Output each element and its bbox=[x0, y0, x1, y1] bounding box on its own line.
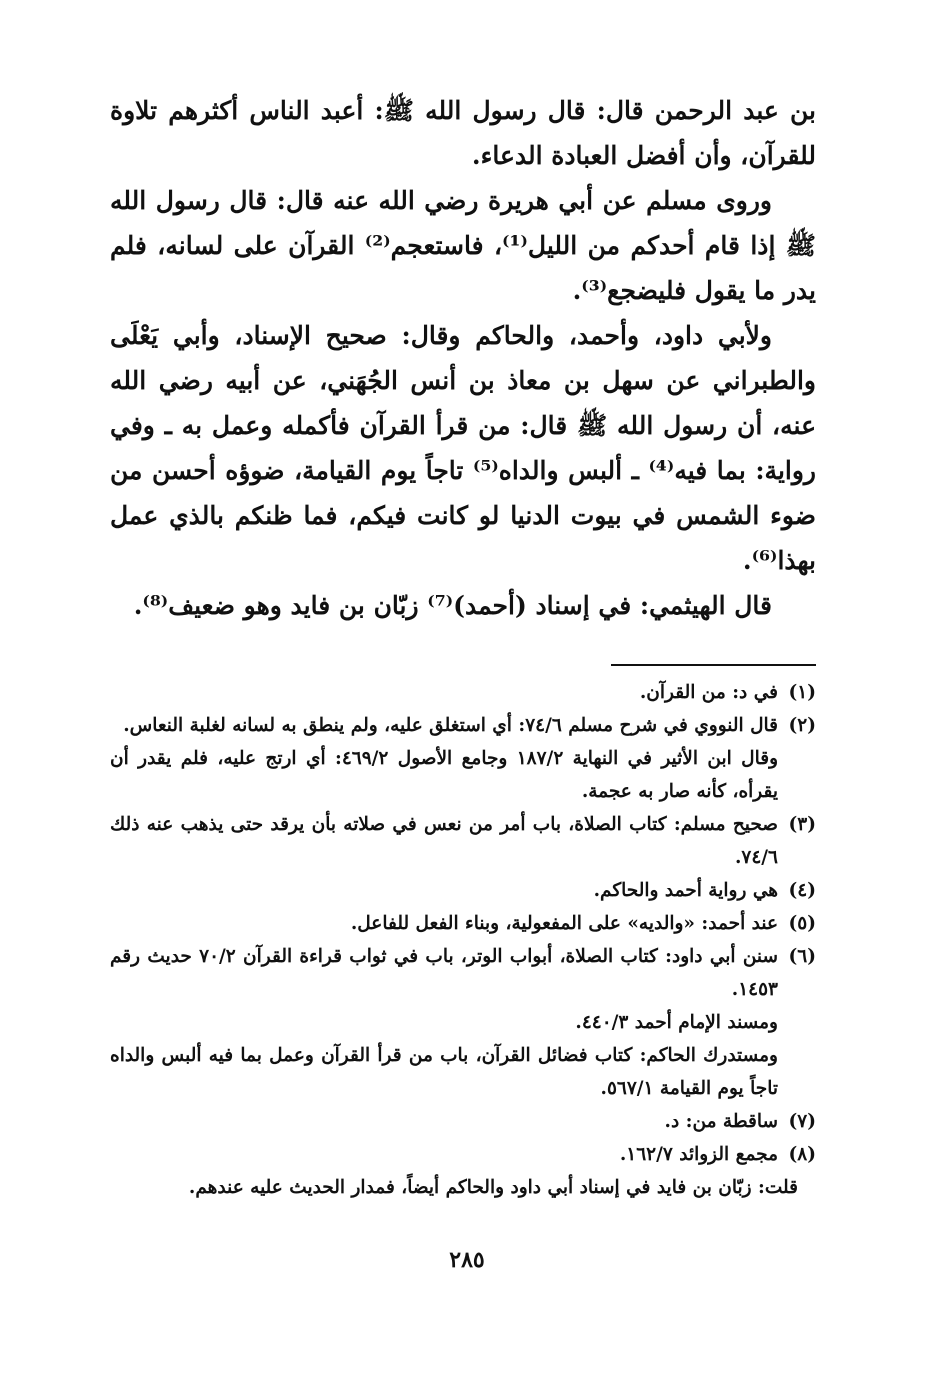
footnote-text: ساقطة من: د. bbox=[664, 1111, 778, 1132]
footnote-number: (٣) bbox=[788, 814, 816, 835]
paragraph-2: وروى مسلم عن أبي هريرة رضي الله عنه قال: قال رسول الله ﷺ إذا قام أحدكم من الليل⁽¹⁾، فاستعجم⁽²⁾ القرآن على لسانه، فلم يدر ما يقول فليضجع⁽³⁾. bbox=[110, 186, 816, 305]
footnote-3 bbox=[110, 808, 816, 874]
footnote-text: مجمع الزوائد ١٦٢/٧. bbox=[619, 1144, 778, 1165]
footnote-4 bbox=[110, 874, 816, 907]
footnote-2-continuation: وقال ابن الأثير في النهاية ١٨٧/٢ وجامع الأصول ٤٦٩/٢: أي ارتج عليه، فلم يقدر أن يقرأه، كأنه صار به عجمة. bbox=[110, 748, 779, 802]
footnote-number: (٥) bbox=[788, 913, 816, 934]
footnote-text: عند أحمد: «والديه» على المفعولية، وبناء الفعل للفاعل. bbox=[350, 913, 778, 934]
footnote-6-continuation-1: ومسند الإمام أحمد ٤٤٠/٣. bbox=[575, 1012, 778, 1033]
footnote-2 bbox=[110, 709, 816, 742]
footnote-6-continuation-2: ومستدرك الحاكم: كتاب فضائل القرآن، باب من قرأ القرآن وعمل بما فيه ألبس والداه تاجاً يوم القيامة ٥٦٧/١. bbox=[110, 1045, 778, 1099]
paragraph-3: ولأبي داود، وأحمد، والحاكم وقال: صحيح الإسناد، وأبي يَعْلَى والطبراني عن سهل بن معاذ بن أنس الجُهَني، عن أبيه رضي الله عنه، أن رسول الله ﷺ قال: من قرأ القرآن فأكمله وعمل به ـ وفي رواية: بما فيه⁽⁴⁾ ـ ألبس والداه⁽⁵⁾ تاجاً يوم القيامة، ضوؤه أحسن من ضوء الشمس في بيوت الدنيا لو كانت فيكم، فما ظنكم بالذي عمل بهذا⁽⁶⁾. bbox=[110, 321, 816, 575]
footnote-number: (٧) bbox=[788, 1111, 816, 1132]
page-content bbox=[110, 88, 816, 1204]
paragraph-1: بن عبد الرحمن قال: قال رسول الله ﷺ: أعبد الناس أكثرهم تلاوة للقرآن، وأن أفضل العبادة الدعاء. bbox=[110, 96, 816, 170]
footnote-number: (١) bbox=[788, 682, 816, 703]
footnote-8 bbox=[110, 1138, 816, 1171]
footnote-7 bbox=[110, 1105, 816, 1138]
footnote-text: صحيح مسلم: كتاب الصلاة، باب أمر من نعس في صلاته بأن يرقد حتى يذهب عنه ذلك ٧٤/٦. bbox=[110, 814, 778, 868]
paragraph-4: قال الهيثمي: في إسناد (أحمد)⁽⁷⁾ زبّان بن فايد وهو ضعيف⁽⁸⁾. bbox=[133, 591, 772, 620]
footnote-text: في د: من القرآن. bbox=[639, 682, 778, 703]
page-number: ٢٨٥ bbox=[449, 1247, 485, 1273]
main-text bbox=[110, 88, 816, 628]
footnote-number: (٤) bbox=[788, 880, 816, 901]
footnote-6 bbox=[110, 940, 816, 1006]
footnotes bbox=[110, 676, 816, 1204]
footnote-text: قال النووي في شرح مسلم ٧٤/٦: أي استغلق عليه، ولم ينطق به لسانه لغلبة النعاس. bbox=[123, 715, 778, 736]
footnote-text: سنن أبي داود: كتاب الصلاة، أبواب الوتر، باب في ثواب قراءة القرآن ٧٠/٢ حديث رقم ١٤٥٣. bbox=[110, 946, 778, 1000]
footnote-number: (٦) bbox=[788, 946, 816, 967]
footnote-5 bbox=[110, 907, 816, 940]
editor-note: قلت: زبّان بن فايد في إسناد أبي داود والحاكم أيضاً، فمدار الحديث عليه عندهم. bbox=[188, 1177, 798, 1198]
footnote-number: (٨) bbox=[788, 1144, 816, 1165]
footnote-1 bbox=[110, 676, 816, 709]
footnote-divider bbox=[611, 664, 816, 666]
footnote-text: هي رواية أحمد والحاكم. bbox=[593, 880, 778, 901]
footnote-number: (٢) bbox=[788, 715, 816, 736]
